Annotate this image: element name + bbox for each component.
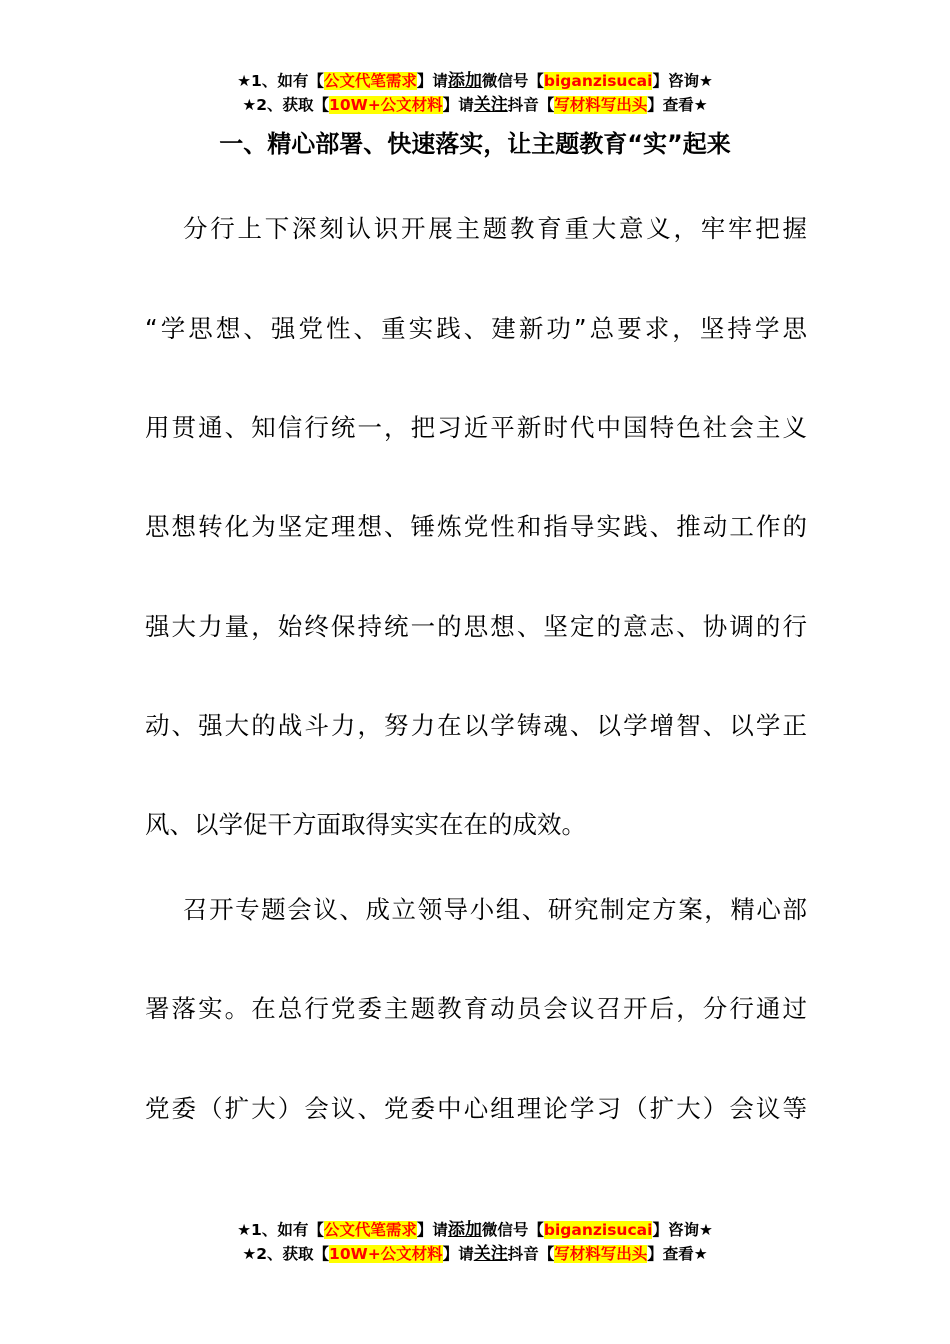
banner-text: ★2、获取【 [242,1245,330,1263]
banner-highlight: 公文代笔需求 [323,72,417,90]
banner-text: 】咨询★ [652,1221,713,1239]
footer-banner [0,1218,950,1266]
paragraph-1-line: 风、以学促干方面取得实实在在的成效。 [145,810,586,839]
banner-text: 微信号【 [481,1221,544,1239]
paragraph-1-line: 动、强大的战斗力，努力在以学铸魂、以学增智、以学正 [145,711,807,740]
banner-text: 】咨询★ [652,72,713,90]
paragraph-2-line: 署落实。在总行党委主题教育动员会议召开后，分行通过 [145,994,807,1023]
banner-text: 微信号【 [481,72,544,90]
paragraph-2-line: 召开专题会议、成立领导小组、研究制定方案，精心部 [183,895,807,924]
section-heading: 一、精心部署、快速落实，让主题教育“实”起来 [219,130,731,158]
header-banner [0,69,950,117]
banner-emphasis: 关注 [473,95,508,115]
banner-line-1 [0,1218,950,1242]
banner-emphasis: 关注 [473,1244,508,1264]
banner-line-2 [0,1242,950,1266]
paragraph-1-line: 分行上下深刻认识开展主题教育重大意义，牢牢把握 [183,214,807,243]
banner-text: 】请 [442,96,474,114]
banner-emphasis: 添加 [447,71,482,91]
banner-text: 】请 [416,72,448,90]
banner-highlight: biganzisucai [543,1221,653,1239]
banner-emphasis: 添加 [447,1220,482,1240]
banner-text: 抖音【 [507,1245,555,1263]
banner-line-1 [0,69,950,93]
banner-line-2 [0,93,950,117]
banner-highlight: biganzisucai [543,72,653,90]
banner-text: 】查看★ [647,1245,708,1263]
paragraph-1-line: 思想转化为坚定理想、锤炼党性和指导实践、推动工作的 [145,512,807,541]
banner-highlight: 写材料写出头 [554,96,648,114]
banner-highlight: 写材料写出头 [554,1245,648,1263]
banner-text: ★1、如有【 [237,1221,324,1239]
banner-text: 抖音【 [507,96,555,114]
paragraph-2-line: 党委（扩大）会议、党委中心组理论学习（扩大）会议等 [145,1094,807,1123]
paragraph-1-line: 用贯通、知信行统一，把习近平新时代中国特色社会主义 [145,413,807,442]
banner-highlight: 公文代笔需求 [323,1221,417,1239]
banner-highlight: 10W+公文材料 [329,96,443,114]
banner-text: 】查看★ [647,96,708,114]
banner-text: 】请 [442,1245,474,1263]
paragraph-1-line: “学思想、强党性、重实践、建新功”总要求，坚持学思 [145,314,807,343]
banner-text: ★2、获取【 [242,96,330,114]
banner-text: ★1、如有【 [237,72,324,90]
banner-text: 】请 [416,1221,448,1239]
banner-highlight: 10W+公文材料 [329,1245,443,1263]
paragraph-1-line: 强大力量，始终保持统一的思想、坚定的意志、协调的行 [145,612,807,641]
